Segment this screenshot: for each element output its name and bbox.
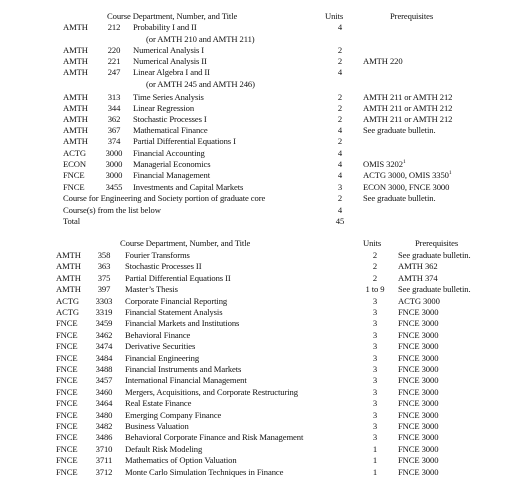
table1-row-title: Linear Regression (133, 103, 195, 113)
table2-row-title: Monte Carlo Simulation Techniques in Finance (125, 466, 284, 477)
table2-row-num: 3457 (95, 375, 113, 386)
table2-row-dept: FNCE (56, 421, 78, 431)
table2-row-dept: AMTH (56, 272, 81, 283)
table2-row-title: Corporate Financial Reporting (125, 295, 228, 306)
table1-row-title: Mathematical Finance (133, 125, 208, 135)
table2-row-units: 2 (372, 261, 378, 272)
table1-row-units: 2 (337, 56, 343, 66)
table2-row-dept: FNCE (56, 466, 78, 477)
table1-row-units: 4 (337, 125, 343, 135)
table2-row-num: 3303 (95, 295, 113, 306)
table1-row-units: 45 (335, 216, 345, 226)
table1-row-num: 3000 (105, 170, 123, 180)
footnote-marker: 1 (402, 159, 406, 165)
table1-row-title: (or AMTH 245 and AMTH 246) (146, 79, 255, 89)
table2-row-title: Derivative Securities (125, 341, 196, 352)
table1-row-units: 2 (337, 114, 343, 124)
table2-row-prereq: FNCE 3000 (398, 398, 439, 409)
table2-row-num: 363 (97, 261, 111, 272)
table1-row-dept: AMTH (63, 67, 88, 77)
table2-row-dept: FNCE (56, 386, 78, 397)
table2-row-units: 1 (372, 455, 378, 466)
table2-row-units: 3 (372, 295, 378, 306)
table2-row-dept: FNCE (56, 443, 78, 454)
table1-row-units: 2 (337, 136, 343, 146)
table1-row-prereq: See graduate bulletin. (363, 125, 436, 135)
table1-row-title: Managerial Economics (133, 159, 211, 169)
table1-row-num: 212 (107, 22, 121, 32)
table2-row-title: Financial Instruments and Markets (125, 364, 242, 374)
table2-header-prereq: Prerequisites (415, 238, 459, 248)
table2-row-num: 3484 (95, 352, 113, 363)
table2-row-prereq: FNCE 3000 (398, 386, 439, 397)
table2-row-title: Stochastic Processes II (125, 261, 202, 272)
table2-row-title: Mergers, Acquisitions, and Corporate Restructuring (125, 386, 298, 397)
table2-row-dept: FNCE (56, 329, 78, 340)
table1-row-units: 4 (337, 148, 343, 158)
table2-row-units: 3 (372, 375, 378, 386)
table2-row-prereq: FNCE 3000 (398, 307, 439, 317)
table1-row-title: (or AMTH 210 and AMTH 211) (146, 34, 255, 44)
table2-row-title: Mathematics of Option Valuation (125, 455, 237, 466)
table2-row-units: 3 (372, 364, 378, 374)
table1-row-num: 344 (107, 103, 121, 113)
table1-row-dept: AMTH (63, 125, 88, 135)
table1-row-prereq: OMIS 3202$^1$ (363, 159, 406, 169)
table1-row-num: 220 (107, 45, 121, 55)
table1-row-dept: AMTH (63, 103, 88, 113)
table1-row-num: 221 (107, 56, 121, 66)
table1-row-dept: AMTH (63, 92, 88, 102)
table1-row-units: 4 (337, 170, 343, 180)
table1-row-num: 3000 (105, 148, 123, 158)
table2-row-units: 1 (372, 443, 378, 454)
table2-row-title: Business Valuation (125, 421, 189, 431)
table1-header-course: Course Department, Number, and Title (107, 11, 238, 21)
table1-row-title: Financial Management (133, 170, 210, 180)
table2-row-units: 1 (372, 466, 378, 477)
table1-row-title: Course(s) from the list below (63, 205, 161, 215)
table2-row-prereq: FNCE 3000 (398, 432, 439, 443)
table2-row-prereq: FNCE 3000 (398, 318, 439, 329)
table1-row-units: 3 (337, 182, 343, 192)
table2-header-units: Units (363, 238, 382, 248)
table2-row-title: Financial Markets and Institutions (125, 318, 240, 329)
table2-row-units: 3 (372, 386, 378, 397)
table2-row-title: Behavioral Finance (125, 329, 191, 340)
table2-row-title: Emerging Company Finance (125, 409, 222, 420)
table1-header-prereq: Prerequisites (390, 11, 434, 21)
table1-row-units: 4 (337, 67, 343, 77)
table1-row-title: Numerical Analysis I (133, 45, 205, 55)
table1-row-prereq: AMTH 211 or AMTH 212 (363, 114, 453, 124)
table2-row-prereq: FNCE 3000 (398, 421, 439, 431)
table1-row-num: 247 (107, 67, 121, 77)
table2-row-title: Behavioral Corporate Finance and Risk Management (125, 432, 304, 443)
table1-row-num: 3000 (105, 159, 123, 169)
table2-header-course: Course Department, Number, and Title (120, 238, 251, 248)
table2-row-dept: AMTH (56, 250, 81, 260)
table2-row-num: 3464 (95, 398, 113, 409)
table2-row-dept: FNCE (56, 398, 78, 409)
table2-row-prereq: FNCE 3000 (398, 466, 439, 477)
table1-row-units: 4 (337, 205, 343, 215)
table1-row-units: 2 (337, 92, 343, 102)
table2-row-prereq: ACTG 3000 (398, 295, 440, 306)
table1-row-dept: FNCE (63, 170, 85, 180)
table2-row-prereq: AMTH 362 (398, 261, 438, 272)
table2-row-prereq: FNCE 3000 (398, 329, 439, 340)
table1-row-units: 2 (337, 45, 343, 55)
table1-row-prereq: AMTH 220 (363, 56, 403, 66)
table2-row-prereq: FNCE 3000 (398, 455, 439, 466)
table2-row-units: 3 (372, 318, 378, 329)
table2-row-dept: FNCE (56, 341, 78, 352)
table1-row-title: Time Series Analysis (133, 92, 204, 102)
table2-row-dept: FNCE (56, 432, 78, 443)
table1-row-dept: FNCE (63, 182, 85, 192)
table1-row-units: 4 (337, 159, 343, 169)
table2-row-units: 3 (372, 341, 378, 352)
table2-row-units: 3 (372, 421, 378, 431)
table2-row-title: Master’s Thesis (125, 284, 178, 295)
table1-row-title: Probability I and II (133, 22, 197, 32)
table2-row-dept: FNCE (56, 455, 78, 466)
table2-row-prereq: FNCE 3000 (398, 364, 439, 374)
table2-row-title: Financial Engineering (125, 352, 200, 363)
table2-row-prereq: AMTH 374 (398, 272, 438, 283)
table1-row-units: 2 (337, 193, 343, 203)
table2-row-units: 2 (372, 272, 378, 283)
table2-row-num: 3488 (95, 364, 113, 374)
table2-row-units: 3 (372, 398, 378, 409)
table2-row-dept: AMTH (56, 284, 81, 295)
table1-row-title: Partial Differential Equations I (133, 136, 236, 146)
table1-row-num: 313 (107, 92, 121, 102)
table2-row-units: 3 (372, 409, 378, 420)
table1-row-dept: AMTH (63, 114, 88, 124)
table2-row-prereq: FNCE 3000 (398, 341, 439, 352)
table1-row-prereq: AMTH 211 or AMTH 212 (363, 103, 453, 113)
table1-row-title: Total (63, 216, 81, 226)
table2-row-prereq: FNCE 3000 (398, 443, 439, 454)
table2-row-prereq: See graduate bulletin. (398, 250, 471, 260)
table2-row-title: Default Risk Modeling (125, 443, 203, 454)
table2-row-title: Partial Differential Equations II (125, 272, 231, 283)
table2-row-num: 3462 (95, 329, 113, 340)
table2-row-dept: FNCE (56, 375, 78, 386)
table2-row-dept: ACTG (56, 307, 79, 317)
table2-row-num: 3480 (95, 409, 113, 420)
table1-header-units: Units (325, 11, 344, 21)
table2-row-dept: FNCE (56, 352, 78, 363)
table1-row-prereq: AMTH 211 or AMTH 212 (363, 92, 453, 102)
table2-row-prereq: FNCE 3000 (398, 409, 439, 420)
table1-row-num: 362 (107, 114, 121, 124)
table2-row-prereq: See graduate bulletin. (398, 284, 471, 295)
footnote-marker: 1 (448, 170, 452, 176)
table1-row-dept: AMTH (63, 45, 88, 55)
table2-row-num: 3482 (95, 421, 113, 431)
table2-row-num: 3474 (95, 341, 113, 352)
table1-row-prereq: ECON 3000, FNCE 3000 (363, 182, 450, 192)
table2-row-num: 3712 (95, 466, 113, 477)
table1-row-title: Financial Accounting (133, 148, 205, 158)
table1-row-dept: AMTH (63, 22, 88, 32)
table2-row-units: 3 (372, 307, 378, 317)
table2-row-units: 1 to 9 (365, 284, 385, 295)
table1-row-title: Linear Algebra I and II (133, 67, 210, 77)
table1-row-num: 374 (107, 136, 121, 146)
table2-row-num: 397 (97, 284, 111, 295)
table2-row-units: 3 (372, 329, 378, 340)
table1-row-title: Numerical Analysis II (133, 56, 207, 66)
table2-row-num: 3319 (95, 307, 113, 317)
table1-row-units: 4 (337, 22, 343, 32)
table2-row-dept: ACTG (56, 295, 79, 306)
table1-row-dept: AMTH (63, 56, 88, 66)
table2-row-title: Real Estate Finance (125, 398, 192, 409)
table2-row-num: 3710 (95, 443, 113, 454)
table2-row-dept: AMTH (56, 261, 81, 272)
table1-row-title: Course for Engineering and Society portion of graduate core (63, 193, 266, 203)
table1-row-dept: ACTG (63, 148, 86, 158)
table2-row-units: 2 (372, 250, 378, 260)
table2-row-units: 3 (372, 432, 378, 443)
table2-row-num: 375 (97, 272, 111, 283)
table1-row-num: 367 (107, 125, 121, 135)
table1-row-num: 3455 (105, 182, 123, 192)
table2-row-num: 3459 (95, 318, 113, 329)
table1-row-prereq: ACTG 3000, OMIS 3350$^1$ (363, 170, 452, 180)
table1-row-title: Stochastic Processes I (133, 114, 207, 124)
table2-row-dept: FNCE (56, 364, 78, 374)
table1-row-prereq: See graduate bulletin. (363, 193, 436, 203)
table2-row-title: Fourier Transforms (125, 250, 190, 260)
table2-row-title: International Financial Management (125, 375, 247, 386)
table2-row-prereq: FNCE 3000 (398, 375, 439, 386)
table1-row-units: 2 (337, 103, 343, 113)
table2-row-units: 3 (372, 352, 378, 363)
table2-row-prereq: FNCE 3000 (398, 352, 439, 363)
table1-row-dept: AMTH (63, 136, 88, 146)
table2-row-num: 3486 (95, 432, 113, 443)
table2-row-title: Financial Statement Analysis (125, 307, 223, 317)
table1-row-dept: ECON (63, 159, 86, 169)
table2-row-num: 358 (97, 250, 111, 260)
table2-row-num: 3460 (95, 386, 113, 397)
table2-row-num: 3711 (95, 455, 113, 466)
table2-row-dept: FNCE (56, 318, 78, 329)
table1-row-title: Investments and Capital Markets (133, 182, 244, 192)
table2-row-dept: FNCE (56, 409, 78, 420)
